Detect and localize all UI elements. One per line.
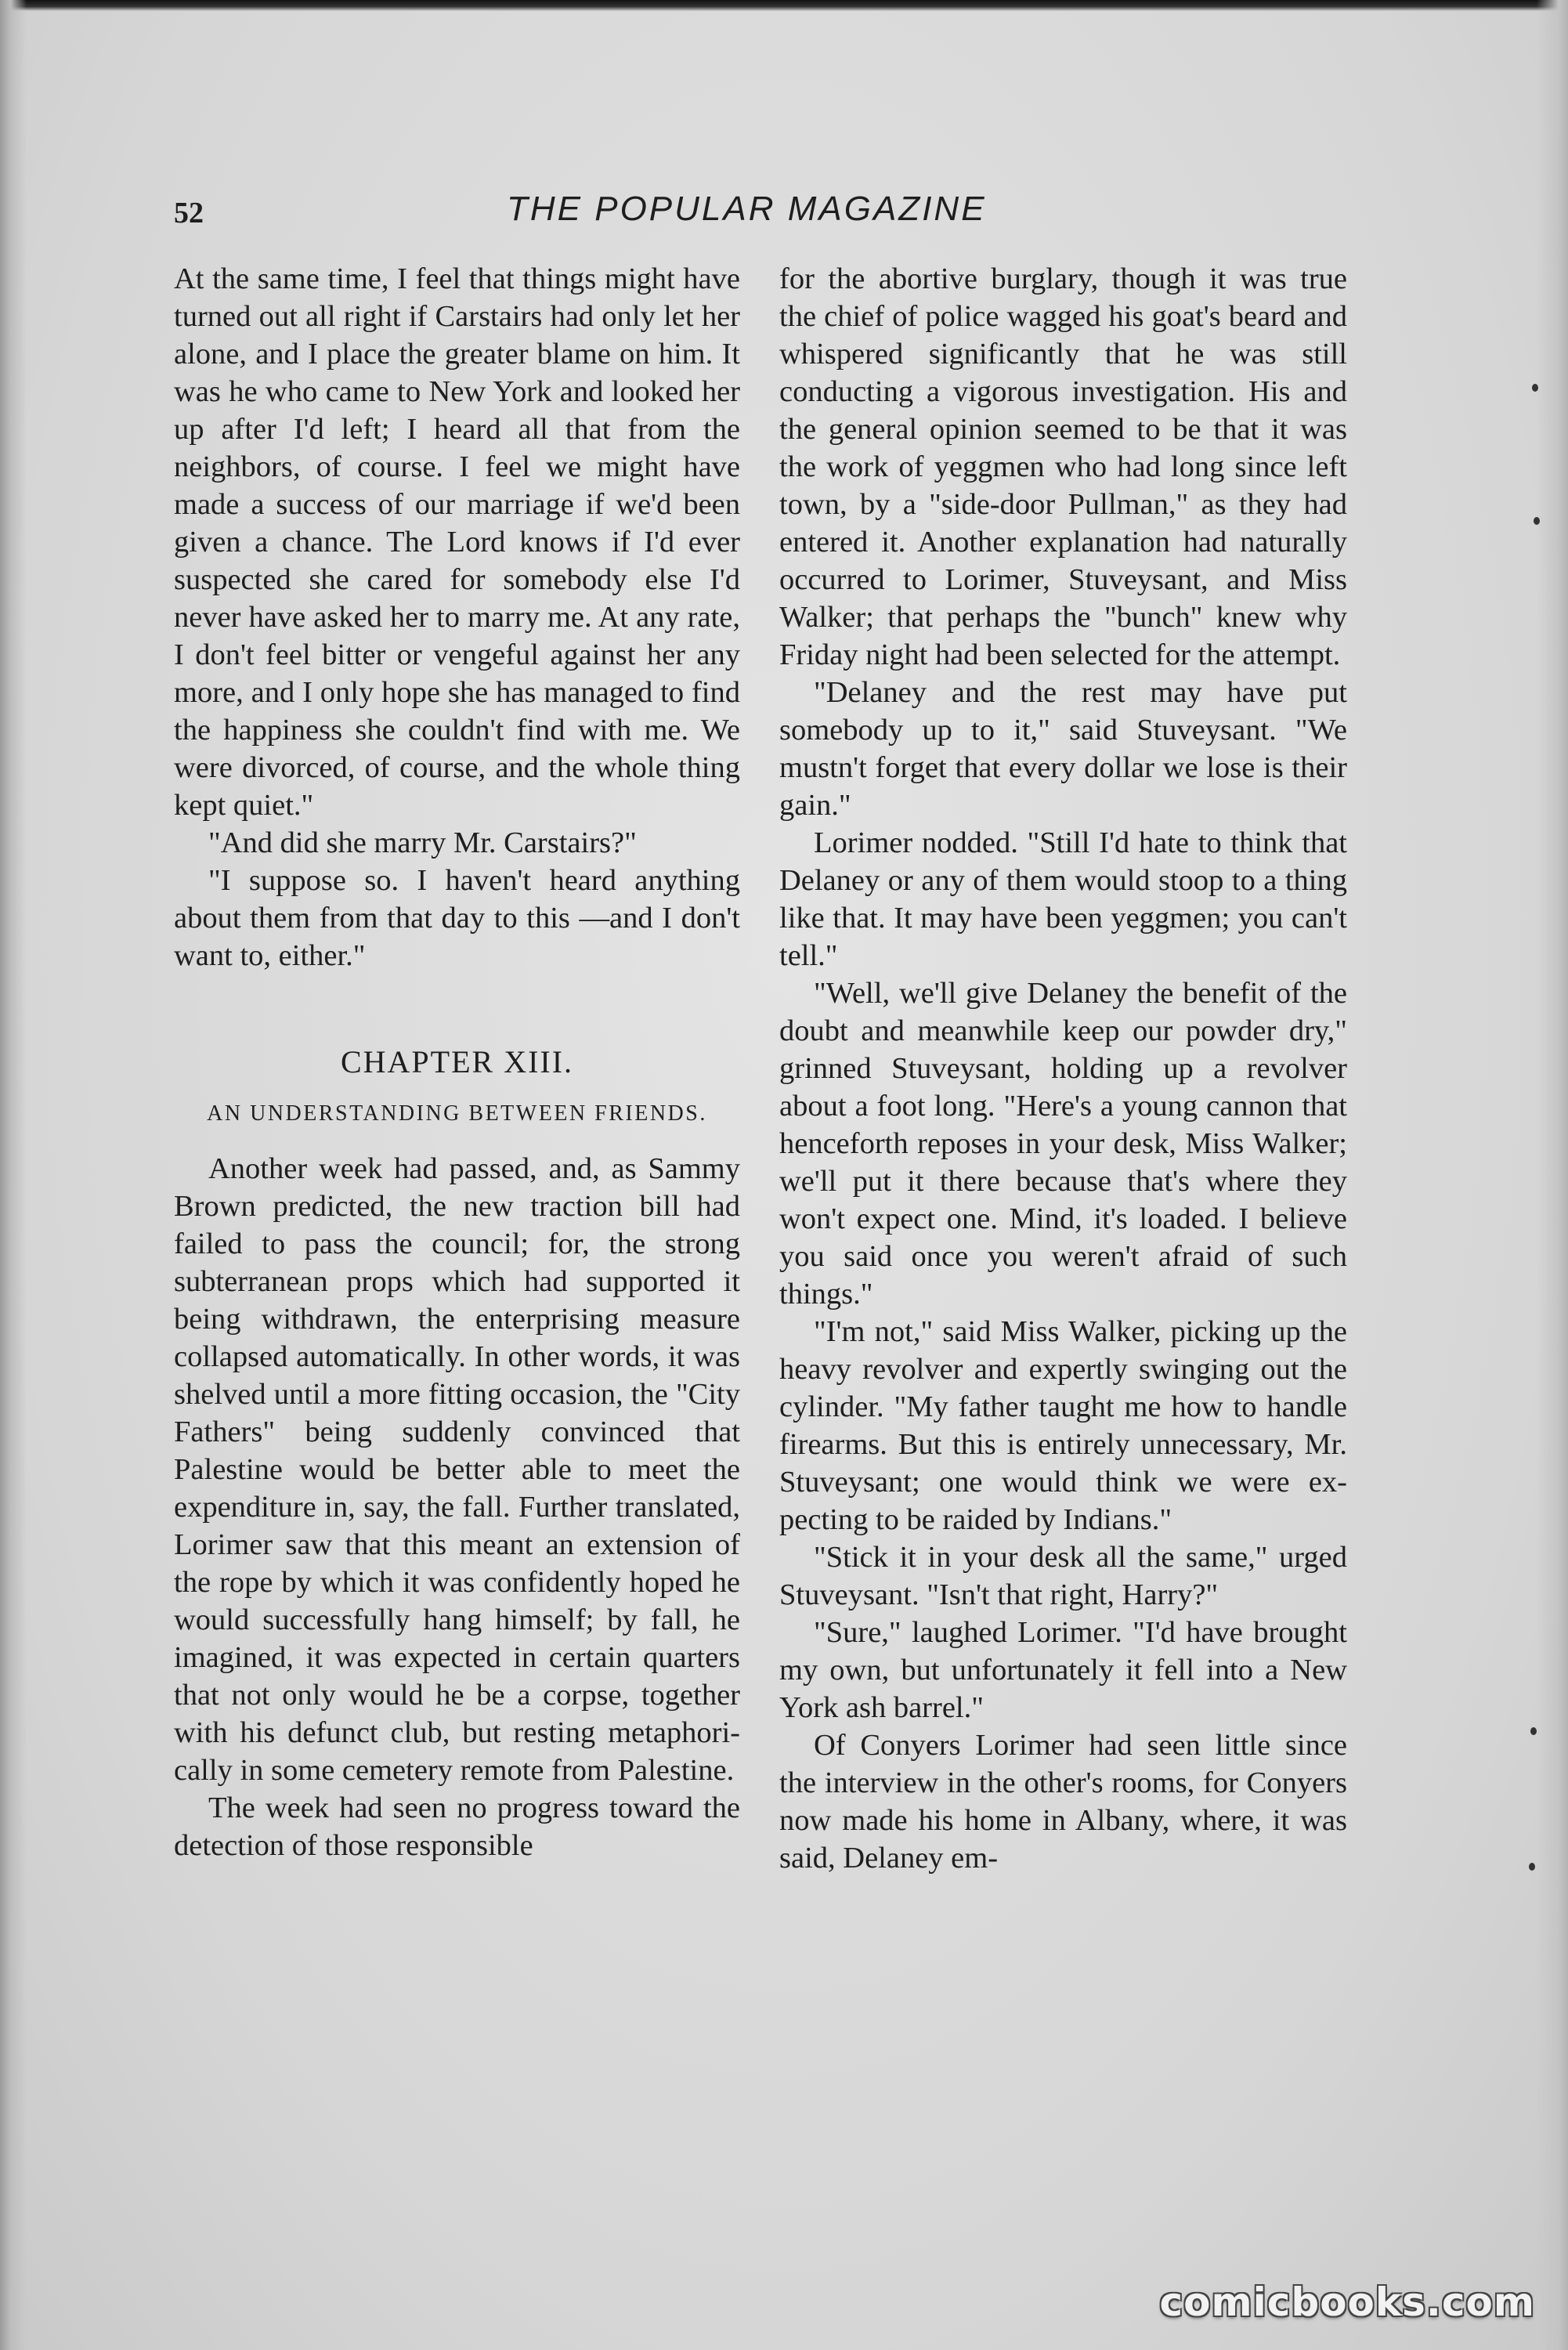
right-column: [779, 260, 1347, 1877]
paragraph: Of Conyers Lorimer had seen little since the interview in the other's rooms, for Conyers now made his home in Albany, where, it was said, Delaney em-: [779, 1729, 1347, 1875]
paragraph: "And did she marry Mr. Carstairs?": [208, 826, 637, 859]
paragraph: "Stick it in your desk all the same," urged Stuveysant. "Isn't that right, Harry?": [779, 1541, 1347, 1611]
page-left-edge: [0, 0, 27, 2350]
chapter-title: CHAPTER XIII.: [340, 1044, 574, 1079]
paragraph: Lorimer nodded. "Still I'd hate to think that Delaney or any of them would stoop to a thing like that. It may have been yeggmen; you can't tell.": [779, 826, 1347, 972]
paper-speck: [1532, 384, 1538, 392]
chapter-subtitle: AN UNDERSTANDING BETWEEN FRIENDS.: [207, 1101, 707, 1126]
paper-speck: [1534, 517, 1540, 525]
paragraph: "Delaney and the rest may have put somebody up to it," said Stuveysant. "We mustn't forget that every dollar we lose is their gain.": [779, 676, 1347, 822]
page-top-edge: [0, 0, 1568, 11]
paragraph: The week had seen no progress toward the detection of those responsible: [174, 1791, 740, 1862]
paragraph: "Well, we'll give Delaney the benefit of the doubt and meanwhile keep our powder dry," grinned Stuveysant, holding up a revolver about a foot long. "Here's a young cannon that henceforth reposes in your desk, Miss Walker; we'll put it there because that's where they won't expect one. Mind, it's loaded. I believe you said once you weren't afraid of such things.": [779, 977, 1347, 1311]
paragraph: Another week had passed, and, as Sammy Brown predicted, the new traction bill had failed to pass the council; for, the strong subterranean props which had supported it being withdrawn, the enterprising measure collapsed automatically. In other words, it was shelved until a more fitting occasion, the "City Fathers" being suddenly convinced that Palestine would be better able to meet the expenditure in, say, the fall. Further translated, Lorimer saw that this meant an extension of the rope by which it was confidently hoped he would successfully hang himself; by fall, he imagined, it was expected in certain quarters that not only would he be a corpse, together with his defunct club, but resting metaphorically in some cemetery remote from Palestine.: [174, 1152, 740, 1787]
paper-speck: [1529, 1863, 1535, 1871]
paragraph: for the abortive burglary, though it was true the chief of police wagged his goat's beard and whispered significantly that he was still conducting a vigorous investigation. His and the general opinion seemed to be that it was the work of yeggmen who had long since left town, by a "side-door Pullman," as they had entered it. Another explanation had naturally occurred to Lorimer, Stuveysant, and Miss Walker; that perhaps the "bunch" knew why Friday night had been selected for the attempt.: [779, 262, 1347, 671]
page-number: 52: [174, 197, 204, 230]
page-right-edge: [1537, 0, 1568, 2350]
running-header: [174, 186, 1349, 241]
magazine-title: THE POPULAR MAGAZINE: [507, 190, 987, 228]
paragraph: "Sure," laughed Lorimer. "I'd have brought my own, but unfortunately it fell into a New York ash barrel.": [779, 1616, 1347, 1724]
site-watermark: comicbooks.com: [1159, 2280, 1535, 2325]
paper-speck: [1530, 1727, 1537, 1735]
left-column: [174, 260, 740, 1864]
paragraph: "I suppose so. I haven't heard anything about them from that day to this —and I don't want to, either.": [174, 864, 740, 972]
paragraph: "I'm not," said Miss Walker, picking up the heavy revolver and expertly swinging out the cylinder. "My father taught me how to handle firearms. But this is entirely unnecessary, Mr. Stuveysant; one would think we were expecting to be raided by Indians.": [779, 1315, 1347, 1536]
paragraph: At the same time, I feel that things might have turned out all right if Carstairs had only let her alone, and I place the greater blame on him. It was he who came to New York and looked her up after I'd left; I heard all that from the neighbors, of course. I feel we might have made a success of our marriage if we'd been given a chance. The Lord knows if I'd ever suspected she cared for somebody else I'd never have asked her to marry me. At any rate, I don't feel bitter or vengeful against her any more, and I only hope she has managed to find the happiness she couldn't find with me. We were divorced, of course, and the whole thing kept quiet.": [174, 262, 740, 822]
